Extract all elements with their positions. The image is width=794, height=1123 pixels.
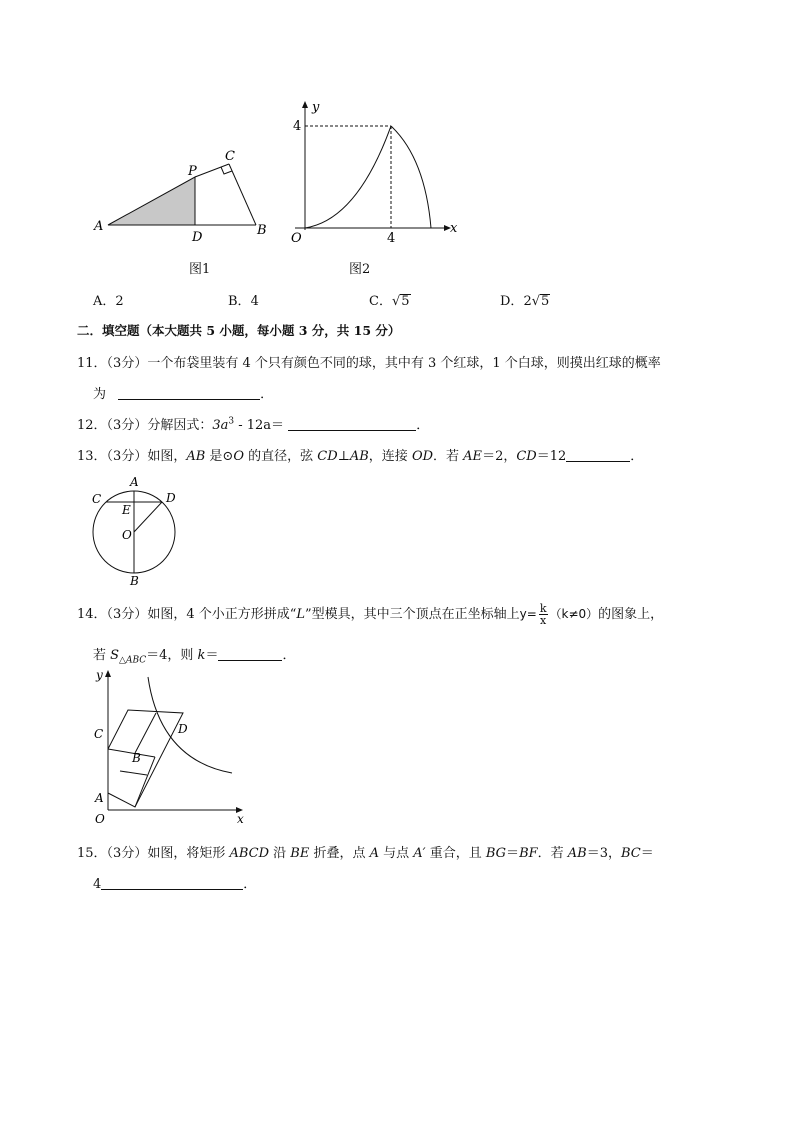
l-shape-outline	[108, 710, 183, 807]
q13-end: ．	[630, 449, 644, 464]
option-a[interactable]	[93, 290, 124, 309]
q14-end: ．	[282, 648, 296, 663]
label-d: D	[192, 230, 203, 245]
figure-1	[88, 145, 278, 245]
q13-cd: CD⊥AB	[317, 449, 369, 464]
q14-condition: （k≠0）	[549, 607, 599, 621]
q15-text: 沿	[269, 846, 291, 861]
option-d-radicand: 5	[541, 294, 550, 309]
question-14	[77, 603, 663, 626]
q15-number: 15．	[77, 846, 107, 861]
q15-ab: AB	[567, 846, 587, 861]
q12-answer-blank[interactable]	[288, 416, 416, 431]
q15-text: 4	[93, 877, 102, 892]
q14-frac-den: x	[540, 614, 547, 627]
q12-prefix: （3分）分解因式：	[106, 418, 213, 433]
option-c-radicand: 5	[401, 294, 410, 309]
figure-1-caption: 图1	[189, 262, 211, 277]
option-b-letter: B．	[228, 294, 251, 309]
line-pc	[195, 164, 229, 177]
figure-2-caption: 图2	[349, 262, 371, 277]
q13-text: ＝12	[536, 449, 567, 464]
question-11-line2	[93, 383, 273, 402]
option-d-coef: 2	[523, 294, 532, 309]
q14-frac-num: k	[539, 602, 547, 615]
q15-a-prime: A′	[413, 846, 426, 861]
q12-expr-b: - 12a＝	[234, 418, 285, 433]
label-c: C	[225, 149, 235, 164]
segment-od	[134, 502, 162, 532]
sqrt-sign: √	[391, 294, 401, 309]
sqrt-sign: √	[531, 294, 541, 309]
label-b: B	[130, 574, 139, 588]
q14-text: （3分）如图，4 个小正方形拼成“	[106, 607, 297, 622]
q15-bg: BG	[485, 846, 507, 861]
q11-answer-blank[interactable]	[118, 385, 260, 400]
label-b: B	[257, 223, 267, 238]
y-axis-arrow	[105, 670, 111, 677]
q14-text: 的图象上，	[598, 607, 664, 622]
q15-text: 重合，且	[425, 846, 486, 861]
option-d[interactable]	[500, 290, 550, 309]
q14-fraction	[539, 603, 548, 626]
q15-text: 折叠，点	[309, 846, 370, 861]
q12-exponent: 3	[228, 416, 235, 427]
question-12	[77, 414, 429, 433]
option-d-letter: D．	[500, 294, 524, 309]
q13-text: ．若	[433, 449, 464, 464]
q12-expr-a: 3a	[212, 418, 229, 433]
q13-number: 13．	[77, 449, 107, 464]
q13-o: O	[233, 449, 244, 464]
figure-q13-circle	[88, 473, 188, 588]
q14-s: S	[110, 648, 120, 663]
q15-end: ．	[243, 877, 257, 892]
label-d: D	[178, 722, 188, 736]
label-y: y	[96, 668, 103, 682]
label-y: y	[312, 100, 320, 115]
label-x: x	[450, 221, 458, 236]
parabola-curve	[305, 126, 391, 228]
label-o: O	[95, 812, 105, 826]
question-11	[77, 352, 661, 371]
q13-ab: AB	[186, 449, 206, 464]
label-o: O	[122, 528, 132, 542]
q15-text: 与点	[378, 846, 414, 861]
label-x-tick: 4	[387, 231, 396, 246]
q13-cd: CD	[516, 449, 537, 464]
q14-number: 14．	[77, 607, 107, 622]
q15-text: （3分）如图，将矩形	[106, 846, 230, 861]
q12-number: 12．	[77, 418, 107, 433]
q14-text: ＝	[205, 648, 219, 663]
option-a-value: 2	[115, 294, 124, 309]
q14-text: ”型模具，其中三个顶点在正坐标轴上	[305, 607, 520, 622]
label-p: P	[188, 164, 197, 179]
q11-prefix: 为	[93, 387, 107, 402]
q13-text: 是⊙	[205, 449, 234, 464]
q14-text: 若	[93, 648, 111, 663]
option-c-letter: C．	[369, 294, 392, 309]
q11-end: ．	[260, 387, 274, 402]
option-a-letter: A．	[93, 294, 116, 309]
label-d: D	[166, 491, 176, 505]
l-shape-grid	[135, 713, 156, 753]
q13-od: OD	[411, 449, 434, 464]
option-b-value: 4	[250, 294, 259, 309]
q15-answer-blank[interactable]	[101, 875, 243, 890]
label-y-tick: 4	[293, 119, 302, 134]
label-c: C	[94, 727, 104, 741]
q14-k: k	[197, 648, 206, 663]
q11-text: （3分）一个布袋里装有 4 个只有颜色不同的球，其中有 3 个红球，1 个白球，则摸出红球的概率	[106, 356, 661, 371]
label-a: A	[95, 791, 104, 805]
q14-answer-blank[interactable]	[218, 646, 282, 661]
option-b[interactable]	[228, 290, 259, 309]
q13-text: （3分）如图，	[106, 449, 187, 464]
question-15	[77, 842, 654, 861]
label-x: x	[237, 812, 244, 826]
label-o: O	[291, 231, 302, 246]
q14-sub: △ABC	[119, 655, 147, 666]
arc-curve	[391, 126, 431, 228]
q15-bc: BC	[621, 846, 641, 861]
q11-number: 11．	[77, 356, 107, 371]
figure-2	[285, 98, 465, 248]
q14-text: ＝4，则	[146, 648, 198, 663]
question-15-line2	[93, 873, 256, 892]
q15-text: ．若	[537, 846, 568, 861]
q15-text: ＝3，	[586, 846, 622, 861]
option-c[interactable]	[369, 290, 411, 309]
l-shape-grid	[120, 771, 147, 775]
q15-be: BE	[290, 846, 310, 861]
question-13	[77, 445, 643, 464]
q12-end: ．	[416, 418, 430, 433]
figure-q14-lshape	[90, 665, 250, 830]
label-a: A	[94, 219, 104, 234]
q13-text: ，连接	[368, 449, 412, 464]
question-14-line2	[93, 644, 295, 666]
q15-text: ＝	[506, 846, 520, 861]
q13-text: ＝2，	[482, 449, 517, 464]
hyperbola-curve	[148, 677, 232, 773]
q15-a: A	[369, 846, 379, 861]
q14-l: L	[296, 607, 306, 622]
q15-bf: BF	[519, 846, 538, 861]
q14-y-eq: y=	[519, 607, 537, 621]
section-heading: 二．填空题（本大题共 5 小题，每小题 3 分，共 15 分）	[77, 323, 401, 338]
shaded-triangle	[108, 177, 195, 225]
label-b: B	[132, 751, 141, 765]
q15-abcd: ABCD	[229, 846, 270, 861]
label-c: C	[92, 492, 102, 506]
line-cb	[229, 164, 256, 225]
q13-text: 的直径，弦	[243, 449, 318, 464]
label-e: E	[122, 503, 131, 517]
q13-answer-blank[interactable]	[566, 447, 630, 462]
q15-text: ＝	[640, 846, 654, 861]
label-a: A	[130, 475, 139, 489]
q13-ae: AE	[463, 449, 483, 464]
y-axis-arrow	[302, 101, 308, 108]
